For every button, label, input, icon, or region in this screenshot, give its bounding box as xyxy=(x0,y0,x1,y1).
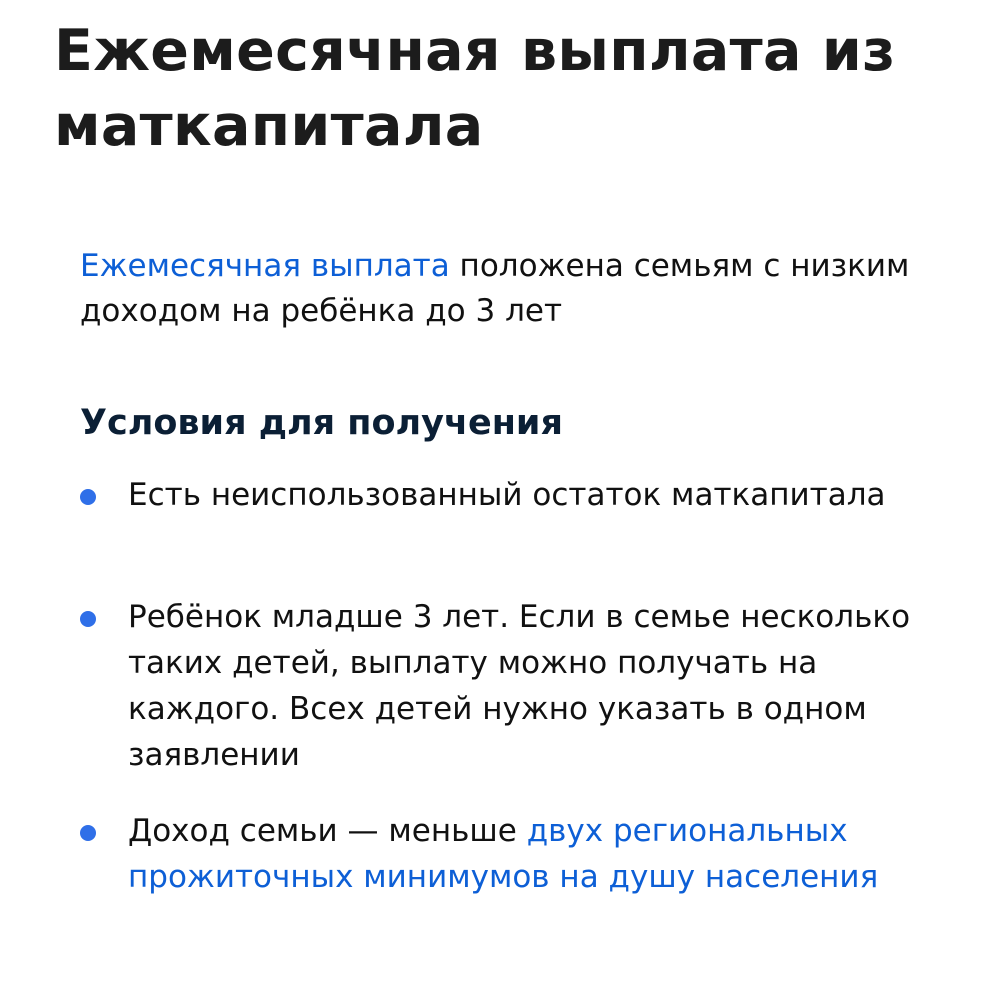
bullet-icon xyxy=(80,825,96,841)
condition-text: Есть неиспользованный остаток маткапитала xyxy=(128,477,886,513)
intro-text: положена семьям с низким доходом на ребёнка до 3 лет xyxy=(80,248,910,329)
intro-paragraph xyxy=(80,244,940,334)
subsistence-minimum-link[interactable]: двух региональных прожиточных минимумов на душу населения xyxy=(128,813,879,895)
condition-text: Ребёнок младше 3 лет. Если в семье несколько таких детей, выплату можно получать на каждого. Всех детей нужно указать в одном заявлении xyxy=(128,599,911,773)
monthly-payment-link[interactable]: Ежемесячная выплата xyxy=(80,248,450,284)
condition-text-before-link: Доход семьи — меньше xyxy=(128,813,527,849)
condition-text xyxy=(128,808,938,900)
bullet-icon xyxy=(80,611,96,627)
conditions-heading: Условия для получения xyxy=(80,403,563,443)
bullet-icon xyxy=(80,489,96,505)
page-title: Ежемесячная выплата из маткапитала xyxy=(54,18,896,159)
